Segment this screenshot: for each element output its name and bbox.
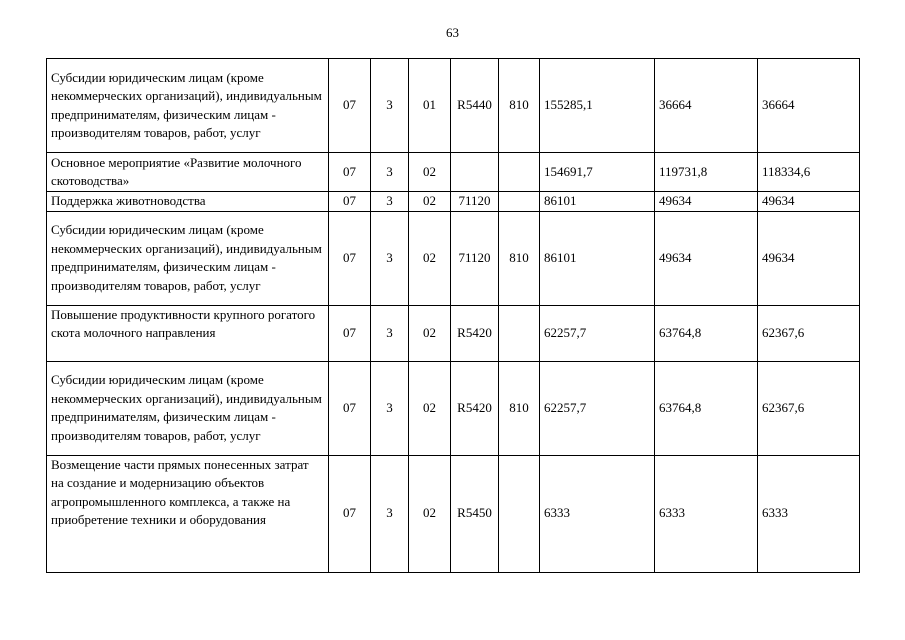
direction-code: R5420 (451, 305, 499, 361)
amount-year-1: 62257,7 (540, 305, 655, 361)
section-code: 07 (329, 455, 371, 572)
item-name: Субсидии юридическим лицам (кроме некоммерческих организаций), индивидуальным предпринимателям, физическим лицам - производителям товаров, работ, услуг (47, 361, 329, 455)
amount-year-3: 6333 (758, 455, 860, 572)
section-code: 07 (329, 153, 371, 192)
amount-year-3: 49634 (758, 192, 860, 212)
amount-year-1: 154691,7 (540, 153, 655, 192)
section-code: 07 (329, 192, 371, 212)
amount-year-2: 36664 (655, 59, 758, 153)
subprogram-code: 02 (409, 305, 451, 361)
direction-code: R5440 (451, 59, 499, 153)
subprogram-code: 02 (409, 211, 451, 305)
section-code: 07 (329, 361, 371, 455)
subprogram-code: 01 (409, 59, 451, 153)
table-row (47, 211, 860, 305)
item-name: Повышение продуктивности крупного рогатого скота молочного направления (47, 305, 329, 361)
table-row (47, 305, 860, 361)
amount-year-1: 6333 (540, 455, 655, 572)
amount-year-1: 62257,7 (540, 361, 655, 455)
amount-year-2: 63764,8 (655, 361, 758, 455)
item-name: Возмещение части прямых понесенных затрат на создание и модернизацию объектов агропромышленного комплекса, а также на приобретение техники и оборудования (47, 455, 329, 572)
program-code: 3 (371, 455, 409, 572)
direction-code: 71120 (451, 211, 499, 305)
direction-code (451, 153, 499, 192)
amount-year-1: 86101 (540, 192, 655, 212)
item-name: Субсидии юридическим лицам (кроме некоммерческих организаций), индивидуальным предпринимателям, физическим лицам - производителям товаров, работ, услуг (47, 59, 329, 153)
amount-year-3: 62367,6 (758, 361, 860, 455)
direction-code: R5420 (451, 361, 499, 455)
section-code: 07 (329, 305, 371, 361)
amount-year-2: 63764,8 (655, 305, 758, 361)
program-code: 3 (371, 211, 409, 305)
amount-year-3: 62367,6 (758, 305, 860, 361)
expense-type-code: 810 (499, 59, 540, 153)
expense-type-code: 810 (499, 361, 540, 455)
section-code: 07 (329, 59, 371, 153)
item-name: Субсидии юридическим лицам (кроме некоммерческих организаций), индивидуальным предпринимателям, физическим лицам - производителям товаров, работ, услуг (47, 211, 329, 305)
subprogram-code: 02 (409, 153, 451, 192)
direction-code: R5450 (451, 455, 499, 572)
table-row (47, 153, 860, 192)
subprogram-code: 02 (409, 455, 451, 572)
amount-year-2: 119731,8 (655, 153, 758, 192)
amount-year-2: 6333 (655, 455, 758, 572)
amount-year-3: 118334,6 (758, 153, 860, 192)
amount-year-1: 86101 (540, 211, 655, 305)
item-name: Поддержка животноводства (47, 192, 329, 212)
amount-year-2: 49634 (655, 211, 758, 305)
subprogram-code: 02 (409, 361, 451, 455)
section-code: 07 (329, 211, 371, 305)
program-code: 3 (371, 305, 409, 361)
item-name: Основное мероприятие «Развитие молочного скотоводства» (47, 153, 329, 192)
budget-table (46, 58, 860, 573)
amount-year-1: 155285,1 (540, 59, 655, 153)
expense-type-code (499, 455, 540, 572)
expense-type-code: 810 (499, 211, 540, 305)
table-row (47, 59, 860, 153)
program-code: 3 (371, 361, 409, 455)
program-code: 3 (371, 59, 409, 153)
expense-type-code (499, 305, 540, 361)
table-row (47, 361, 860, 455)
amount-year-3: 49634 (758, 211, 860, 305)
direction-code: 71120 (451, 192, 499, 212)
subprogram-code: 02 (409, 192, 451, 212)
expense-type-code (499, 192, 540, 212)
amount-year-3: 36664 (758, 59, 860, 153)
expense-type-code (499, 153, 540, 192)
table-row (47, 455, 860, 572)
page-number: 63 (446, 25, 459, 40)
table-row (47, 192, 860, 212)
program-code: 3 (371, 192, 409, 212)
program-code: 3 (371, 153, 409, 192)
amount-year-2: 49634 (655, 192, 758, 212)
